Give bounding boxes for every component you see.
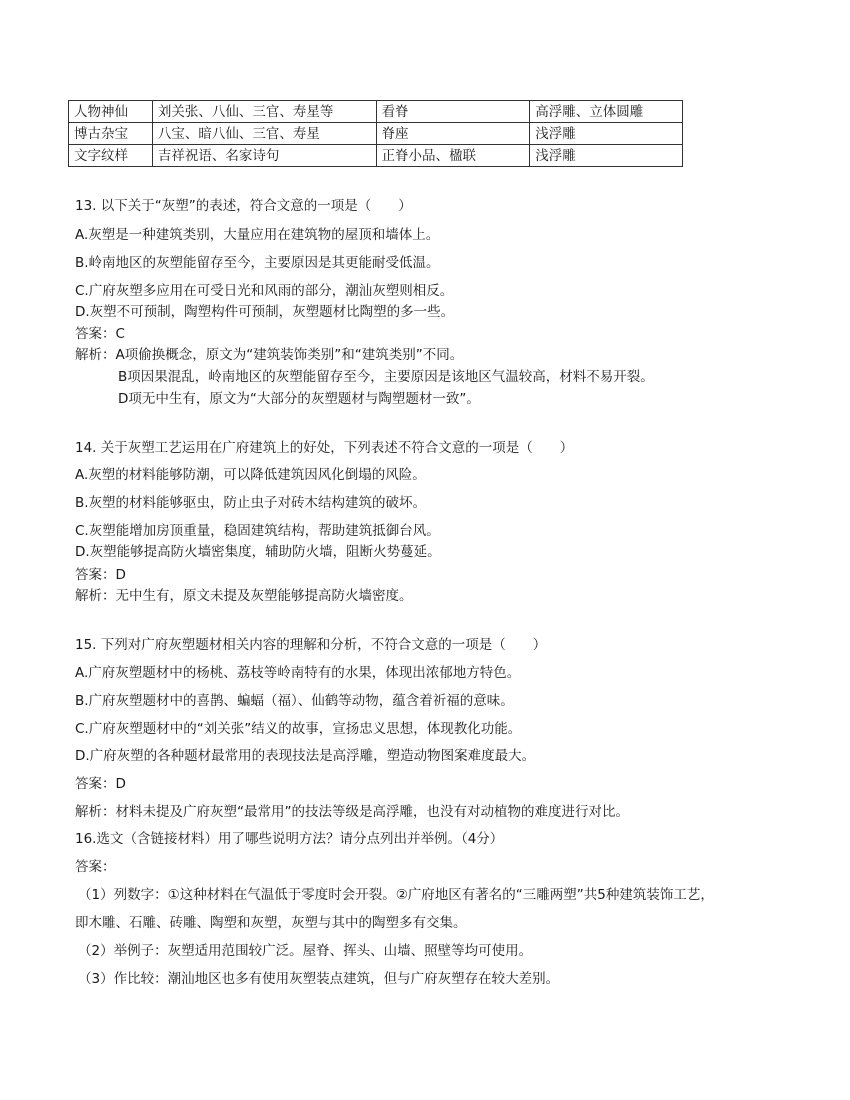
q16-point-2: （2）举例子：灰塑适用范围较广泛。屋脊、挥头、山墙、照壁等均可使用。: [78, 943, 533, 959]
q13-option-c: C.广府灰塑多应用在可受日光和风雨的部分，潮汕灰塑则相反。: [75, 283, 454, 299]
q13-analysis: 解析：A项偷换概念，原文为“建筑装饰类别”和“建筑类别”不同。: [75, 347, 464, 363]
q14-analysis: 解析：无中生有，原文未提及灰塑能够提高防火墙密度。: [75, 588, 413, 604]
q14-answer: 答案：D: [75, 567, 126, 583]
table-cell: 博古杂宝: [69, 123, 153, 145]
q13-question: 13. 以下关于“灰塑”的表述，符合文意的一项是（ ）: [75, 198, 412, 214]
table-cell: 看脊: [376, 101, 530, 123]
q15-question: 15. 下列对广府灰塑题材相关内容的理解和分析，不符合文意的一项是（ ）: [75, 637, 547, 653]
table-row: [69, 145, 683, 167]
q15-option-a: A.广府灰塑题材中的杨桃、荔枝等岭南特有的水果，体现出浓郁地方特色。: [75, 665, 521, 681]
q16-answer: 答案：: [75, 859, 116, 875]
q15-option-d: D.广府灰塑的各种题材最常用的表现技法是高浮雕，塑造动物图案难度最大。: [75, 748, 536, 764]
q13-answer: 答案：C: [75, 326, 125, 342]
table-cell: 脊座: [376, 123, 530, 145]
q16-point-1-cont: 即木雕、石雕、砖雕、陶塑和灰塑，灰塑与其中的陶塑多有交集。: [75, 915, 467, 931]
table-cell: 文字纹样: [69, 145, 153, 167]
q14-option-a: A.灰塑的材料能够防潮，可以降低建筑因风化倒塌的风险。: [75, 467, 426, 483]
table-cell: 八宝、暗八仙、三官、寿星: [152, 123, 376, 145]
table-cell: 人物神仙: [69, 101, 153, 123]
q14-option-c: C.灰塑能增加房顶重量，稳固建筑结构，帮助建筑抵御台风。: [75, 523, 440, 539]
table-row: [69, 101, 683, 123]
q16-question: 16.选文（含链接材料）用了哪些说明方法？请分点列出并举例。（4分）: [75, 831, 504, 847]
q16-point-1: （1）列数字：①这种材料在气温低于零度时会开裂。②广府地区有著名的“三雕两塑”共5种建筑装饰工艺，: [78, 887, 714, 903]
q13-analysis-d: D项无中生有，原文为“大部分的灰塑题材与陶塑题材一致”。: [118, 391, 480, 407]
q15-option-b: B.广府灰塑题材中的喜鹊、蝙蝠（福）、仙鹤等动物，蕴含着祈福的意味。: [75, 693, 514, 709]
q13-option-d: D.灰塑不可预制，陶塑构件可预制，灰塑题材比陶塑的多一些。: [75, 304, 455, 320]
q14-option-b: B.灰塑的材料能够驱虫，防止虫子对砖木结构建筑的破坏。: [75, 495, 427, 511]
table-cell: 吉祥祝语、名家诗句: [152, 145, 376, 167]
q14-question: 14. 关于灰塑工艺运用在广府建筑上的好处，下列表述不符合文意的一项是（ ）: [75, 440, 574, 456]
table-cell: 正脊小品、楹联: [376, 145, 530, 167]
q13-analysis-b: B项因果混乱，岭南地区的灰塑能留存至今，主要原因是该地区气温较高，材料不易开裂。: [118, 369, 654, 385]
table-cell: 浅浮雕: [530, 145, 683, 167]
subject-table: [68, 100, 683, 167]
q13-option-b: B.岭南地区的灰塑能留存至今，主要原因是其更能耐受低温。: [75, 255, 440, 271]
q14-option-d: D.灰塑能够提高防火墙密集度，辅助防火墙，阻断火势蔓延。: [75, 544, 441, 560]
q16-point-3: （3）作比较：潮汕地区也多有使用灰塑装点建筑，但与广府灰塑存在较大差别。: [78, 971, 560, 987]
table-cell: 高浮雕、立体圆雕: [530, 101, 683, 123]
q15-answer: 答案：D: [75, 776, 126, 792]
q15-option-c: C.广府灰塑题材中的“刘关张”结义的故事，宣扬忠义思想，体现教化功能。: [75, 721, 522, 737]
q13-option-a: A.灰塑是一种建筑类别，大量应用在建筑物的屋顶和墙体上。: [75, 227, 440, 243]
table-cell: 浅浮雕: [530, 123, 683, 145]
q15-analysis: 解析：材料未提及广府灰塑“最常用”的技法等级是高浮雕，也没有对动植物的难度进行对比。: [75, 804, 629, 820]
table-cell: 刘关张、八仙、三官、寿星等: [152, 101, 376, 123]
table-row: [69, 123, 683, 145]
